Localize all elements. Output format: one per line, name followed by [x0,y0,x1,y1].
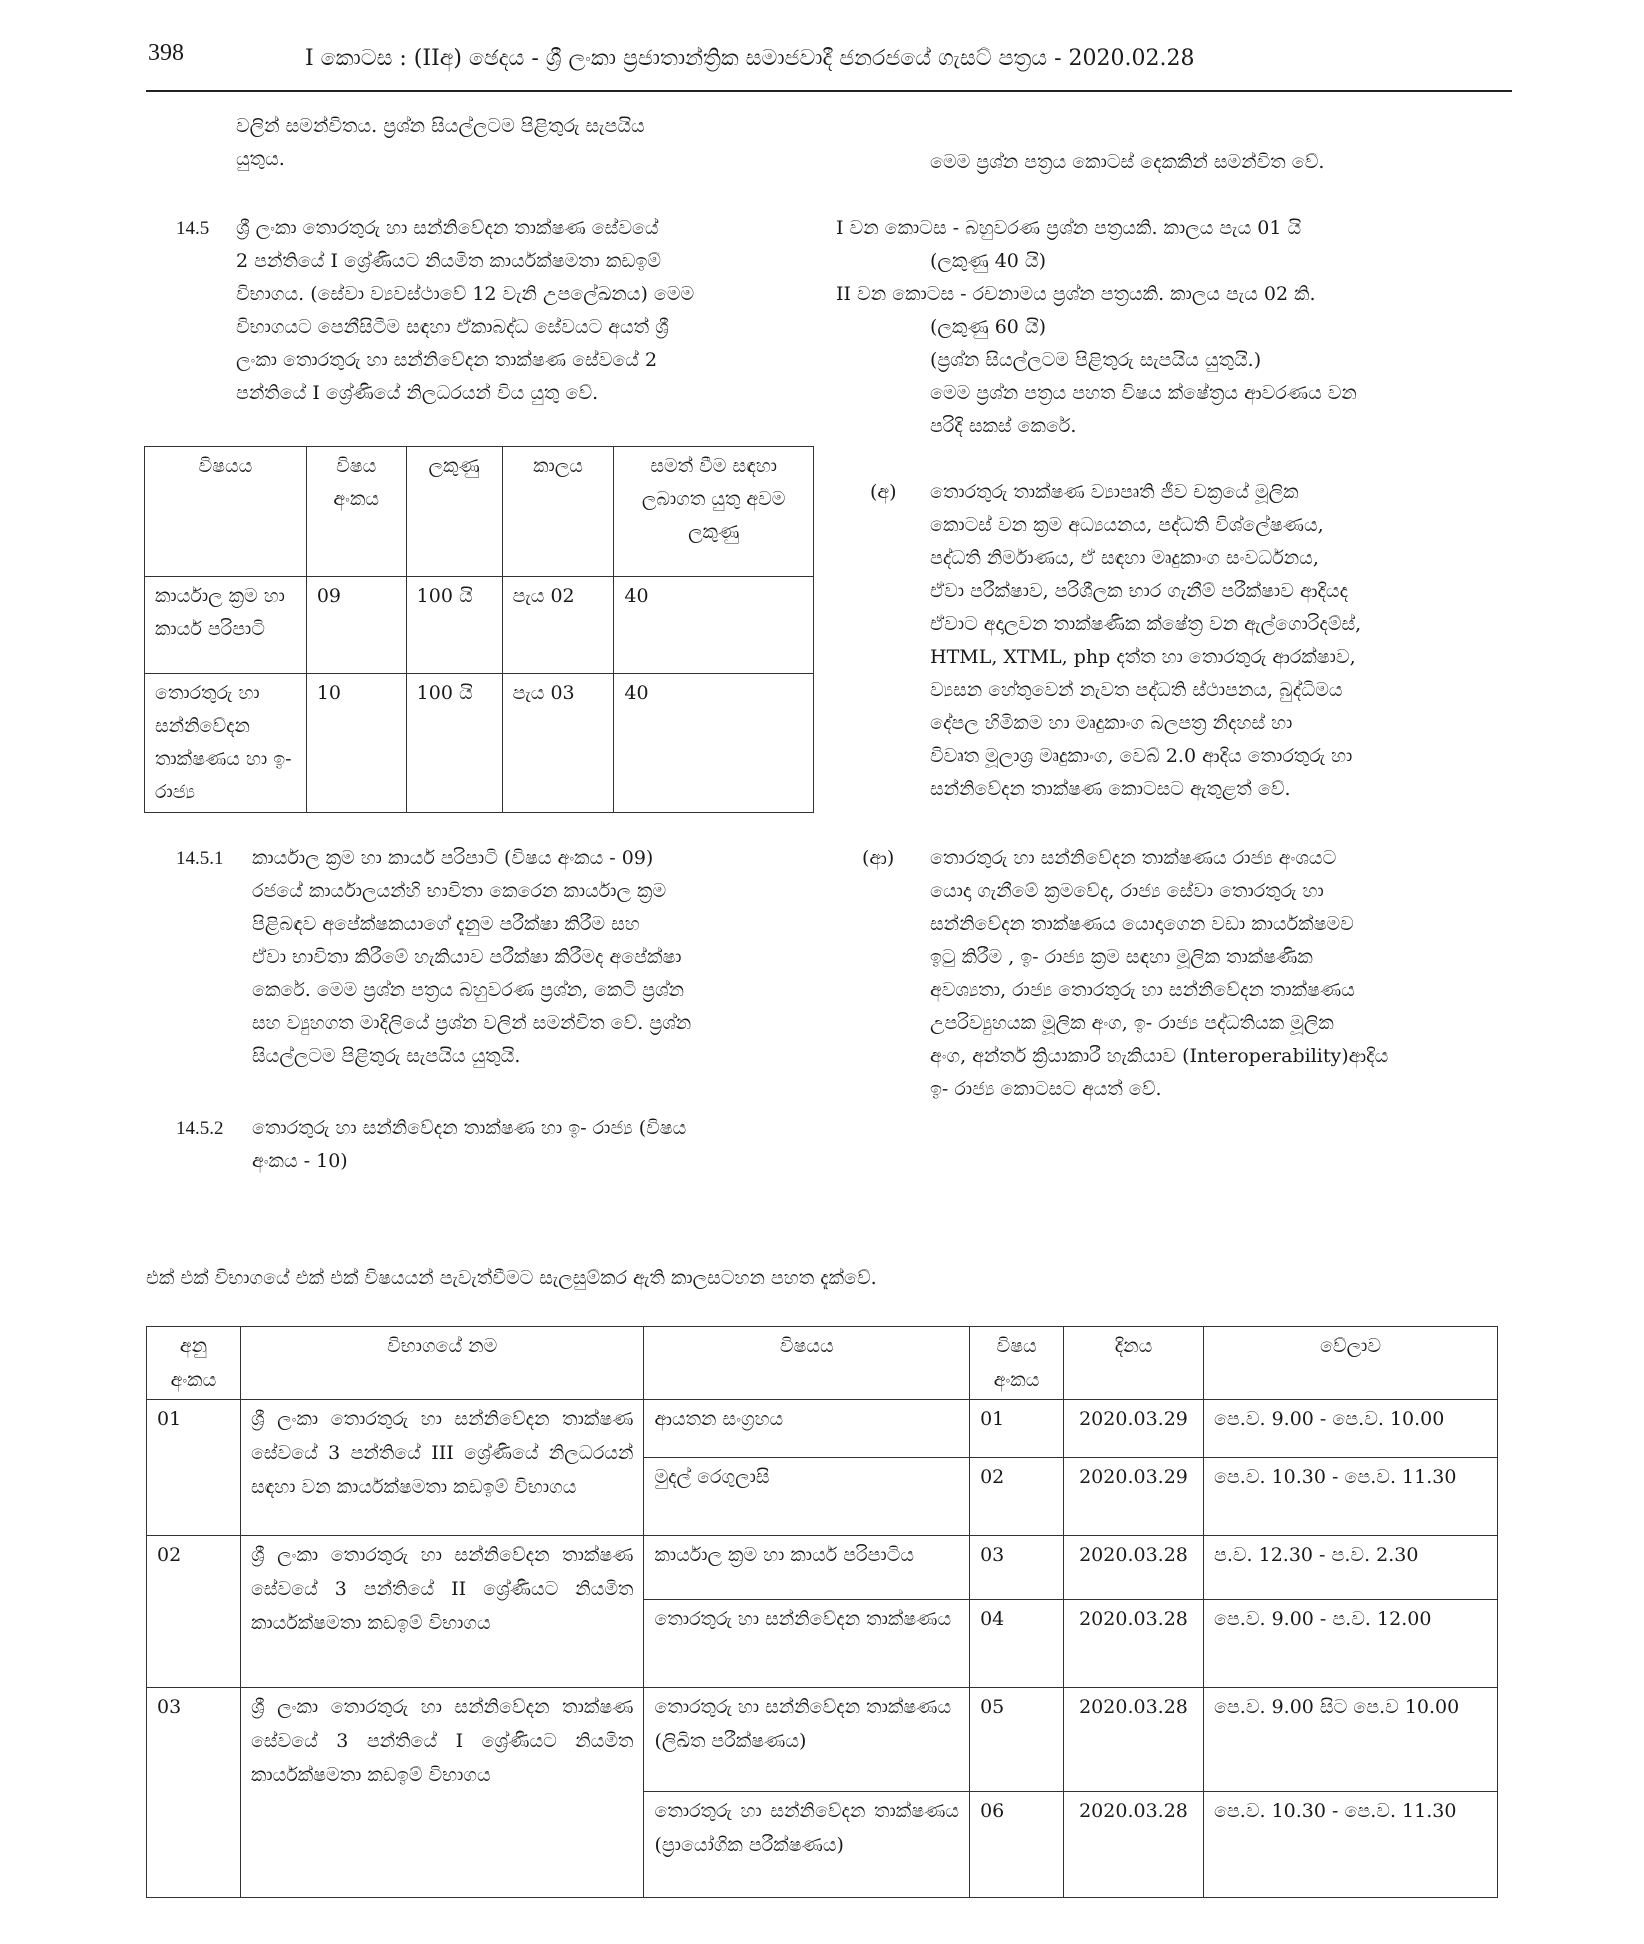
cell-subject-code: 09 [306,577,406,674]
section-14-5-line: 2 පන්තියේ I ශ්‍රේණියට නියමිත කාර්යක්ෂමතා කඩඉම් [236,250,662,272]
cell-marks: 100 යි [406,577,502,674]
cell-date: 2020.03.29 [1064,1458,1204,1536]
cell-date: 2020.03.28 [1064,1600,1204,1688]
item-a-line: ව්‍යසන හේතුවෙන් නැවත පද්ධති ස්ථාපනය, බුද්ධිමය [930,679,1343,701]
paper-structure-intro: මෙම ප්‍රශ්න පත්‍රය කොටස් දෙකකින් සමන්විත වේ. [930,151,1325,173]
section-14-5-number: 14.5 [176,218,210,239]
item-aa-line: අංග, අන්තර් ක්‍රියාකාරී හැකියාව (Interoperability)ආදිය [930,1045,1389,1067]
col-header-date: දිනය [1064,1327,1204,1400]
section-14-5-1-line: රජයේ කාර්යාලයන්හි භාවිතා කෙරෙන කාර්යාල ක්‍රම [252,880,667,902]
cell-subject: තොරතුරු හා සන්නිවේදන තාක්ෂණය (ලිඛිත පරීක්ෂණය) [644,1688,970,1792]
subject-marks-table [144,446,814,813]
col-header-subject-code: විෂය අංකය [970,1327,1064,1400]
section-14-5-line: ශ්‍රී ලංකා තොරතුරු හා සන්නිවේදන තාක්ෂණ සේවයේ [236,217,659,239]
continuation-line-2: යුතුය. [236,148,285,170]
item-a-line: ඒවාට අදාලවන තාක්ෂණික ක්ෂේත්‍ර වන ඇල්ගොරිදම්ස්, [930,613,1362,635]
cell-time: පෙ.ව. 9.00 - ප.ව. 12.00 [1203,1600,1497,1688]
schedule-intro: එක් එක් විභාගයේ එක් එක් විෂයයන් පැවැත්වීමට සැලසුම්කර ඇති කාලසටහන පහත දැක්වේ. [146,1267,877,1289]
table-row [145,674,814,813]
section-14-5-2-text [252,1112,810,1178]
cell-time: පෙ.ව. 9.00 - පෙ.ව. 10.00 [1203,1400,1497,1458]
part-1-line: I වන කොටස - බහුවරණ ප්‍රශ්න පත්‍රයකි. කාලය පැය 01 යි [836,217,1302,239]
section-14-5-1-line: සහ ව්‍යුහගත මාදිලියේ ප්‍රශ්න වලින් සමන්විත වේ. ප්‍රශ්න [252,1012,692,1034]
header-rule [146,90,1512,92]
item-aa-label: (ආ) [862,847,895,869]
cell-subject-code: 10 [306,674,406,813]
col-header-marks: ලකුණු [406,447,502,577]
item-a-line: දේපල හිමිකම හා මෘදුකාංග බලපත්‍ර නිදහස් හා [930,712,1293,734]
section-14-5-1-line: කාර්යාල ක්‍රම හා කාර්ය පරිපාටි (විෂය අංකය - 09) [252,847,654,869]
cell-serial: 01 [147,1400,241,1536]
cell-subject-code: 01 [970,1400,1064,1458]
table-header-row [145,447,814,577]
item-aa-line: සන්නිවේදන තාක්ෂණය යොදාගෙන වඩා කාර්යක්ෂමව [930,913,1354,935]
item-a-label: (අ) [870,481,897,503]
cell-date: 2020.03.28 [1064,1688,1204,1792]
item-a-line: සන්නිවේදන තාක්ෂණ කොටසට ඇතුළත් වේ. [930,778,1291,800]
gazette-header-title: I කොටස : (IIඅ) ඡෙදය - ශ්‍රී ලංකා ප්‍රජාතාන්ත්‍රික සමාජවාදී ජනරජයේ ගැසට් පත්‍රය - 2020.02.28 [305,46,1195,71]
continuation-line-1: වලින් සමන්විතය. ප්‍රශ්න සියල්ලටම පිළිතුරු සැපයිය [236,115,645,137]
cell-date: 2020.03.29 [1064,1400,1204,1458]
cell-serial: 02 [147,1536,241,1688]
table-row [145,577,814,674]
part-2-instruction: (ප්‍රශ්න සියල්ලටම පිළිතුරු සැපයිය යුතුයි.) [930,349,1262,371]
item-aa-line: ඉ- රාජ්‍ය කොටසට අයත් වේ. [930,1078,1162,1100]
item-aa-line: තොරතුරු හා සන්නිවේදන තාක්ෂණය රාජ්‍ය අංශයට [930,847,1337,869]
section-14-5-2-line: අංකය - 10) [252,1150,348,1172]
table-row [147,1536,1498,1600]
section-14-5-1-line: සියල්ලටම පිළිතුරු සැපයිය යුතුයි. [252,1045,521,1067]
part-2-line: II වන කොටස - රචනාමය ප්‍රශ්න පත්‍රයකි. කාලය පැය 02 කි. [836,283,1316,305]
item-aa-line: උපරිව්‍යුහයක මූලික අංග, ඉ- රාජ්‍ය පද්ධතියක මූලික [930,1012,1334,1034]
cell-exam-name: ශ්‍රී ලංකා තොරතුරු හා සන්නිවේදන තාක්ෂණ සේවයේ 3 පන්තියේ I ශ්‍රේණියට නියමිත කාර්යක්ෂමතා කඩඉම් විභාගය [240,1688,644,1898]
cell-subject: ආයතන සංග්‍රහය [644,1400,970,1458]
item-a-line: විවෘත මූලාශ්‍ර මෘදුකාංග, වෙබ් 2.0 ආදිය තොරතුරු හා [930,745,1353,767]
section-14-5-1-text [252,842,810,1073]
cell-serial: 03 [147,1688,241,1898]
section-14-5-2-number: 14.5.2 [176,1118,224,1139]
section-14-5-2-line: තොරතුරු හා සන්නිවේදන තාක්ෂණ හා ඉ- රාජ්‍ය (විෂය [252,1117,687,1139]
col-header-serial: අනු අංකය [147,1327,241,1400]
col-header-subject-code: විෂය අංකය [306,447,406,577]
col-header-subject: විෂයය [145,447,307,577]
cell-subject: තොරතුරු හා සන්නිවේදන තාක්ෂණය හා ඉ- රාජ්‍ය [145,674,307,813]
section-14-5-1-line: කෙරේ. මෙම ප්‍රශ්න පත්‍රය බහුවරණ ප්‍රශ්න, කෙටි ප්‍රශ්න [252,979,685,1001]
cell-exam-name: ශ්‍රී ලංකා තොරතුරු හා සන්නිවේදන තාක්ෂණ සේවයේ 3 පන්තියේ II ශ්‍රේණියට නියමිත කාර්යක්ෂමතා කඩඉම් විභාගය [240,1536,644,1688]
cell-subject: කාර්යාල ක්‍රම හා කාර්ය පරිපාටි [145,577,307,674]
col-header-subject: විෂයය [644,1327,970,1400]
cell-date: 2020.03.28 [1064,1792,1204,1898]
col-header-duration: කාලය [502,447,614,577]
item-aa-text [930,842,1502,1106]
col-header-exam-name: විභාගයේ නම [240,1327,644,1400]
cell-subject-code: 04 [970,1600,1064,1688]
item-aa-line: ඉටු කිරීම , ඉ- රාජ්‍ය ක්‍රම සඳහා මූලික තාක්ෂණික [930,946,1313,968]
cell-subject: තොරතුරු හා සන්නිවේදන තාක්ෂණය [644,1600,970,1688]
table-row [147,1688,1498,1792]
cell-subject-code: 03 [970,1536,1064,1600]
cell-time: පෙ.ව. 10.30 - පෙ.ව. 11.30 [1203,1792,1497,1898]
table-row [147,1400,1498,1458]
page-number: 398 [148,40,184,66]
item-a-line: පද්ධති නිර්මාණය, ඒ සඳහා මෘදුකාංග සංවර්ධනය, [930,547,1319,569]
section-14-5-1-line: ඒවා භාවිතා කිරීමේ හැකියාව පරීක්ෂා කිරීමද අපේක්ෂා [252,946,682,968]
cell-marks: 100 යි [406,674,502,813]
item-a-text [930,476,1502,806]
part-2-coverage: මෙම ප්‍රශ්න පත්‍රය පහත විෂය ක්ෂේත්‍රය ආවරණය වන [930,382,1357,404]
cell-subject-code: 02 [970,1458,1064,1536]
section-14-5-1-line: පිළිබඳව අපේක්ෂකයාගේ දැනුම පරීක්ෂා කිරීම සහ [252,913,640,935]
item-a-line: HTML, XTML, php දත්ත හා තොරතුරු ආරක්ෂාව, [930,646,1356,668]
cell-subject-code: 06 [970,1792,1064,1898]
item-a-line: කොටස් වන ක්‍රම අධ්‍යයනය, පද්ධති විශ්ලේෂණය, [930,514,1324,536]
cell-subject: තොරතුරු හා සන්නිවේදන තාක්ෂණය (ප්‍රායෝගික පරීක්ෂණය) [644,1792,970,1898]
cell-time: පෙ.ව. 9.00 සිට පෙ.ව 10.00 [1203,1688,1497,1792]
section-14-5-1-number: 14.5.1 [176,848,224,869]
cell-date: 2020.03.28 [1064,1536,1204,1600]
section-14-5-line: විභාගයට පෙනීසිටීම සඳහා ඒකාබද්ධ සේවයට අයත් ශ්‍රී [236,316,669,338]
section-14-5-line: ලංකා තොරතුරු හා සන්නිවේදන තාක්ෂණ සේවයේ 2 [236,349,658,371]
schedule-header-row [147,1327,1498,1400]
item-aa-line: යොදා ගැනීමේ ක්‍රමවේද, රාජ්‍ය සේවා තොරතුරු හා [930,880,1324,902]
cell-time: ප.ව. 12.30 - ප.ව. 2.30 [1203,1536,1497,1600]
cell-pass-mark: 40 [614,674,814,813]
cell-time: පෙ.ව. 10.30 - පෙ.ව. 11.30 [1203,1458,1497,1536]
section-14-5-text [236,212,810,410]
cell-subject-code: 05 [970,1688,1064,1792]
cell-subject: මුදල් රෙගුලාසි [644,1458,970,1536]
cell-exam-name: ශ්‍රී ලංකා තොරතුරු හා සන්නිවේදන තාක්ෂණ සේවයේ 3 පන්තියේ III ශ්‍රේණියේ නිලධරයන් සඳහා වන කාර්යක්ෂමතා කඩඉම් විභාගය [240,1400,644,1536]
cell-duration: පැය 02 [502,577,614,674]
cell-subject: කාර්යාල ක්‍රම හා කාර්ය පරිපාටිය [644,1536,970,1600]
exam-schedule-table [146,1326,1498,1898]
col-header-time: වේලාව [1203,1327,1497,1400]
part-2-coverage-end: පරිදි සකස් කෙරේ. [930,415,1077,437]
part-2-marks: (ලකුණු 60 යි) [930,316,1047,338]
section-14-5-line: විභාගය. (සේවා ව්‍යවස්ථාවේ 12 වැනි උපලේඛනය) මෙම [236,283,695,305]
col-header-pass-mark: සමත් වීම සඳහා ලබාගත යුතු අවම ලකුණු [614,447,814,577]
item-a-line: තොරතුරු තාක්ෂණ ව්‍යාපෘති ජීව චක්‍රයේ මූලික [930,481,1299,503]
part-1-marks: (ලකුණු 40 යි) [930,250,1047,272]
cell-pass-mark: 40 [614,577,814,674]
section-14-5-line: පන්තියේ I ශ්‍රේණියේ නිලධරයන් විය යුතු වේ. [236,382,599,404]
cell-duration: පැය 03 [502,674,614,813]
item-aa-line: අවශ්‍යතා, රාජ්‍ය තොරතුරු හා සන්නිවේදන තාක්ෂණය [930,979,1355,1001]
item-a-line: ඒවා පරීක්ෂාව, පරිශීලක භාර ගැනීම් පරීක්ෂාව ආදියද [930,580,1349,602]
